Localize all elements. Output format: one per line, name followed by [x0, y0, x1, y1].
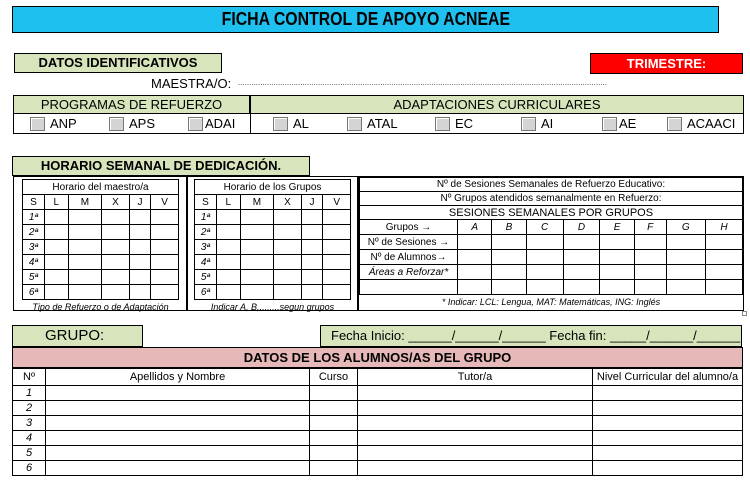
- checkbox-icon[interactable]: [667, 117, 682, 131]
- checkbox-atal[interactable]: ATAL: [347, 115, 398, 132]
- checkbox-adai[interactable]: ADAI: [188, 115, 235, 132]
- footnote: * Indicar: LCL: Lengua, MAT: Matemáticas, ING: Inglés: [441, 297, 661, 308]
- table-row: 4: [13, 431, 743, 446]
- num-sesiones-semanales: Nº de Sesiones Semanales de Refuerzo Educativo:: [360, 178, 743, 192]
- group-letter: B: [492, 220, 526, 235]
- group-letter: H: [705, 220, 742, 235]
- checkbox-icon[interactable]: [602, 117, 617, 131]
- checkbox-icon[interactable]: [521, 117, 536, 131]
- horario-grupos-label: Horario de los Grupos: [195, 180, 351, 195]
- checkbox-icon[interactable]: [273, 117, 288, 131]
- areas-label: Áreas a Reforzar*: [360, 265, 458, 280]
- session-label: 5ª: [195, 270, 217, 285]
- checkbox-al[interactable]: AL: [273, 115, 309, 132]
- day-header: S: [23, 195, 45, 210]
- trimestre-label: TRIMESTRE:: [590, 53, 743, 74]
- col-apellidos: Apellidos y Nombre: [46, 369, 310, 386]
- maestra-label: MAESTRA/O:: [151, 76, 232, 91]
- day-header: J: [129, 195, 151, 210]
- checkbox-ec[interactable]: EC: [435, 115, 473, 132]
- day-header: X: [102, 195, 130, 210]
- checkbox-aps[interactable]: APS: [109, 115, 155, 132]
- checkbox-ai[interactable]: AI: [521, 115, 553, 132]
- col-num: Nº: [13, 369, 46, 386]
- group-letter: G: [666, 220, 705, 235]
- programas-refuerzo-header: PROGRAMAS DE REFUERZO: [13, 95, 250, 114]
- session-label: 4ª: [23, 255, 45, 270]
- day-header: X: [274, 195, 302, 210]
- col-curso: Curso: [310, 369, 358, 386]
- form-title: FICHA CONTROL DE APOYO ACNEAE: [12, 6, 719, 33]
- session-label: 4ª: [195, 255, 217, 270]
- col-nivel: Nivel Curricular del alumno/a: [593, 369, 743, 386]
- horario-maestro-table: [22, 179, 179, 315]
- day-header: V: [323, 195, 351, 210]
- checkbox-icon[interactable]: [435, 117, 450, 131]
- checkbox-anp[interactable]: ANP: [30, 115, 77, 132]
- table-row: 6: [13, 461, 743, 476]
- datos-identificativos-label: DATOS IDENTIFICATIVOS: [14, 53, 222, 73]
- day-header: M: [68, 195, 102, 210]
- session-label: 5ª: [23, 270, 45, 285]
- sesiones-table: [359, 177, 743, 310]
- checkbox-acaaci[interactable]: ACAACI: [667, 115, 735, 132]
- checkbox-ae[interactable]: AE: [602, 115, 636, 132]
- checkbox-icon[interactable]: [188, 117, 203, 131]
- session-label: 1ª: [195, 210, 217, 225]
- adaptaciones-header: ADAPTACIONES CURRICULARES: [250, 95, 744, 114]
- col-tutor: Tutor/a: [358, 369, 593, 386]
- table-row: 1: [13, 386, 743, 401]
- session-label: 6ª: [195, 285, 217, 300]
- session-label: 3ª: [23, 240, 45, 255]
- num-alumnos-label: Nº de Alumnos→: [360, 250, 458, 265]
- session-label: 2ª: [23, 225, 45, 240]
- table-row: 3: [13, 416, 743, 431]
- students-table: [12, 368, 743, 476]
- day-header: M: [240, 195, 274, 210]
- grupos-label: Grupos →: [360, 220, 458, 235]
- maestra-field[interactable]: ......................................................................................................................................................................: [238, 78, 607, 87]
- resize-handle[interactable]: [742, 311, 747, 316]
- num-grupos-atendidos: Nº Grupos atendidos semanalmente en Refuerzo:: [360, 192, 743, 206]
- group-letter: A: [458, 220, 492, 235]
- session-label: 6ª: [23, 285, 45, 300]
- grupo-label: GRUPO:: [12, 325, 143, 347]
- day-header: L: [45, 195, 69, 210]
- checkbox-icon[interactable]: [347, 117, 362, 131]
- session-label: 3ª: [195, 240, 217, 255]
- indicar-grupos-note: Indicar A, B,........segun grupos: [210, 302, 335, 313]
- day-header: L: [217, 195, 241, 210]
- session-label: 1ª: [23, 210, 45, 225]
- horario-title: HORARIO SEMANAL DE DEDICACIÓN.: [12, 156, 310, 176]
- table-row: 5: [13, 446, 743, 461]
- horario-block: [13, 176, 744, 311]
- group-letter: E: [600, 220, 634, 235]
- table-row: 2: [13, 401, 743, 416]
- checkbox-icon[interactable]: [30, 117, 45, 131]
- day-header: J: [301, 195, 323, 210]
- session-label: 2ª: [195, 225, 217, 240]
- day-header: V: [151, 195, 179, 210]
- tipo-refuerzo-note: Tipo de Refuerzo o de Adaptación: [32, 302, 169, 313]
- group-letter: D: [563, 220, 600, 235]
- horario-grupos-table: [194, 179, 351, 315]
- checkbox-row: [13, 114, 744, 134]
- checkbox-icon[interactable]: [109, 117, 124, 131]
- sesiones-por-grupos: SESIONES SEMANALES POR GRUPOS: [360, 206, 743, 220]
- group-letter: C: [526, 220, 563, 235]
- datos-alumnos-header: DATOS DE LOS ALUMNOS/AS DEL GRUPO: [12, 347, 743, 368]
- group-letter: F: [634, 220, 666, 235]
- day-header: S: [195, 195, 217, 210]
- num-sesiones-label: Nº de Sesiones →: [360, 235, 458, 250]
- horario-maestro-label: Horario del maestro/a: [23, 180, 179, 195]
- fecha-field[interactable]: Fecha Inicio: ______/______/______ Fecha fin: _____/______/______: [320, 325, 742, 347]
